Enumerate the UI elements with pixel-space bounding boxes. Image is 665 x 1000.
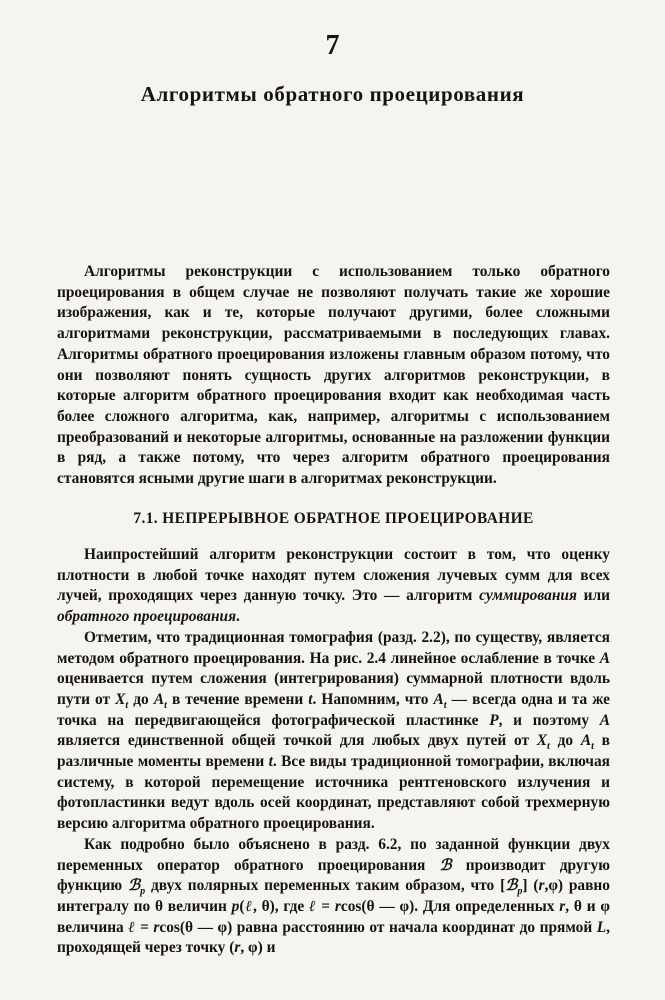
chapter-number: 7	[325, 30, 340, 61]
paragraph-tomography: Отметим, что традиционная томография (разд. 2.2), по существу, является методом обратного проецирования. На рис. 2.4 линейное ослабление в точке A оценивается путем сложения (интегрирования) суммарной плотности вдоль пути от $X_t$ до $A_t$ в течение времени t. Напомним, что $A_t$ — всегда одна и та же точка на передвигающейся фотографической пластинке P, и поэтому A является единственной общей точкой для любых двух путей от $X_t$ до $A_t$ в различные моменты времени t. Все виды традиционной томографии, включая систему, в которой перемещение источника рентгеновского излучения и фотопластинки ведут вдоль осей координат, представляют собой трехмерную версию алгоритма обратного проецирования.	[57, 628, 611, 833]
paragraph-summation: Наипростейший алгоритм реконструкции состоит в том, что оценку плотности в любой точке находят путем сложения лучевых сумм для всех лучей, проходящих через данную точку. Это — алгоритм суммирования или обратного проецирования.	[57, 546, 611, 626]
chapter-title: Алгоритмы обратного проецирования	[140, 82, 525, 106]
section-body	[57, 545, 610, 959]
section-heading: 7.1. НЕПРЕРЫВНОЕ ОБРАТНОЕ ПРОЕЦИРОВАНИЕ	[133, 510, 534, 527]
paragraph-operator: Как подробно было объяснено в разд. 6.2, по заданной функции двух переменных оператор обратного проецирования ℬ производит другую функцию ℬ$_p$ двух полярных переменных таким образом, что [ℬ$_p$] (r,φ) равно интегралу по θ величин p(ℓ, θ), где ℓ = rcos(θ — φ). Для определенных r, θ и φ величина ℓ = rcos(θ — φ) равна расстоянию от начала координат до прямой L, проходящей через точку (r, φ) и	[57, 835, 611, 957]
intro-paragraph: Алгоритмы реконструкции с использованием только обратного проецирования в общем случае не позволяют получать такие же хорошие изображения, как и те, которые получают другими, более сложными алгоритмами реконструкции, рассматриваемыми в последующих главах. Алгоритмы обратного проецирования изложены главным образом потому, что они позволяют понять сущность других алгоритмов реконструкции, в которые алгоритм обратного проецирования входит как необходимая часть более сложного алгоритма, как, например, алгоритмы с использованием преобразований и некоторые алгоритмы, основанные на разложении функции в ряд, а также потому, что через алгоритм обратного проецирования становятся ясными другие шаги в алгоритмах реконструкции.	[57, 263, 610, 488]
